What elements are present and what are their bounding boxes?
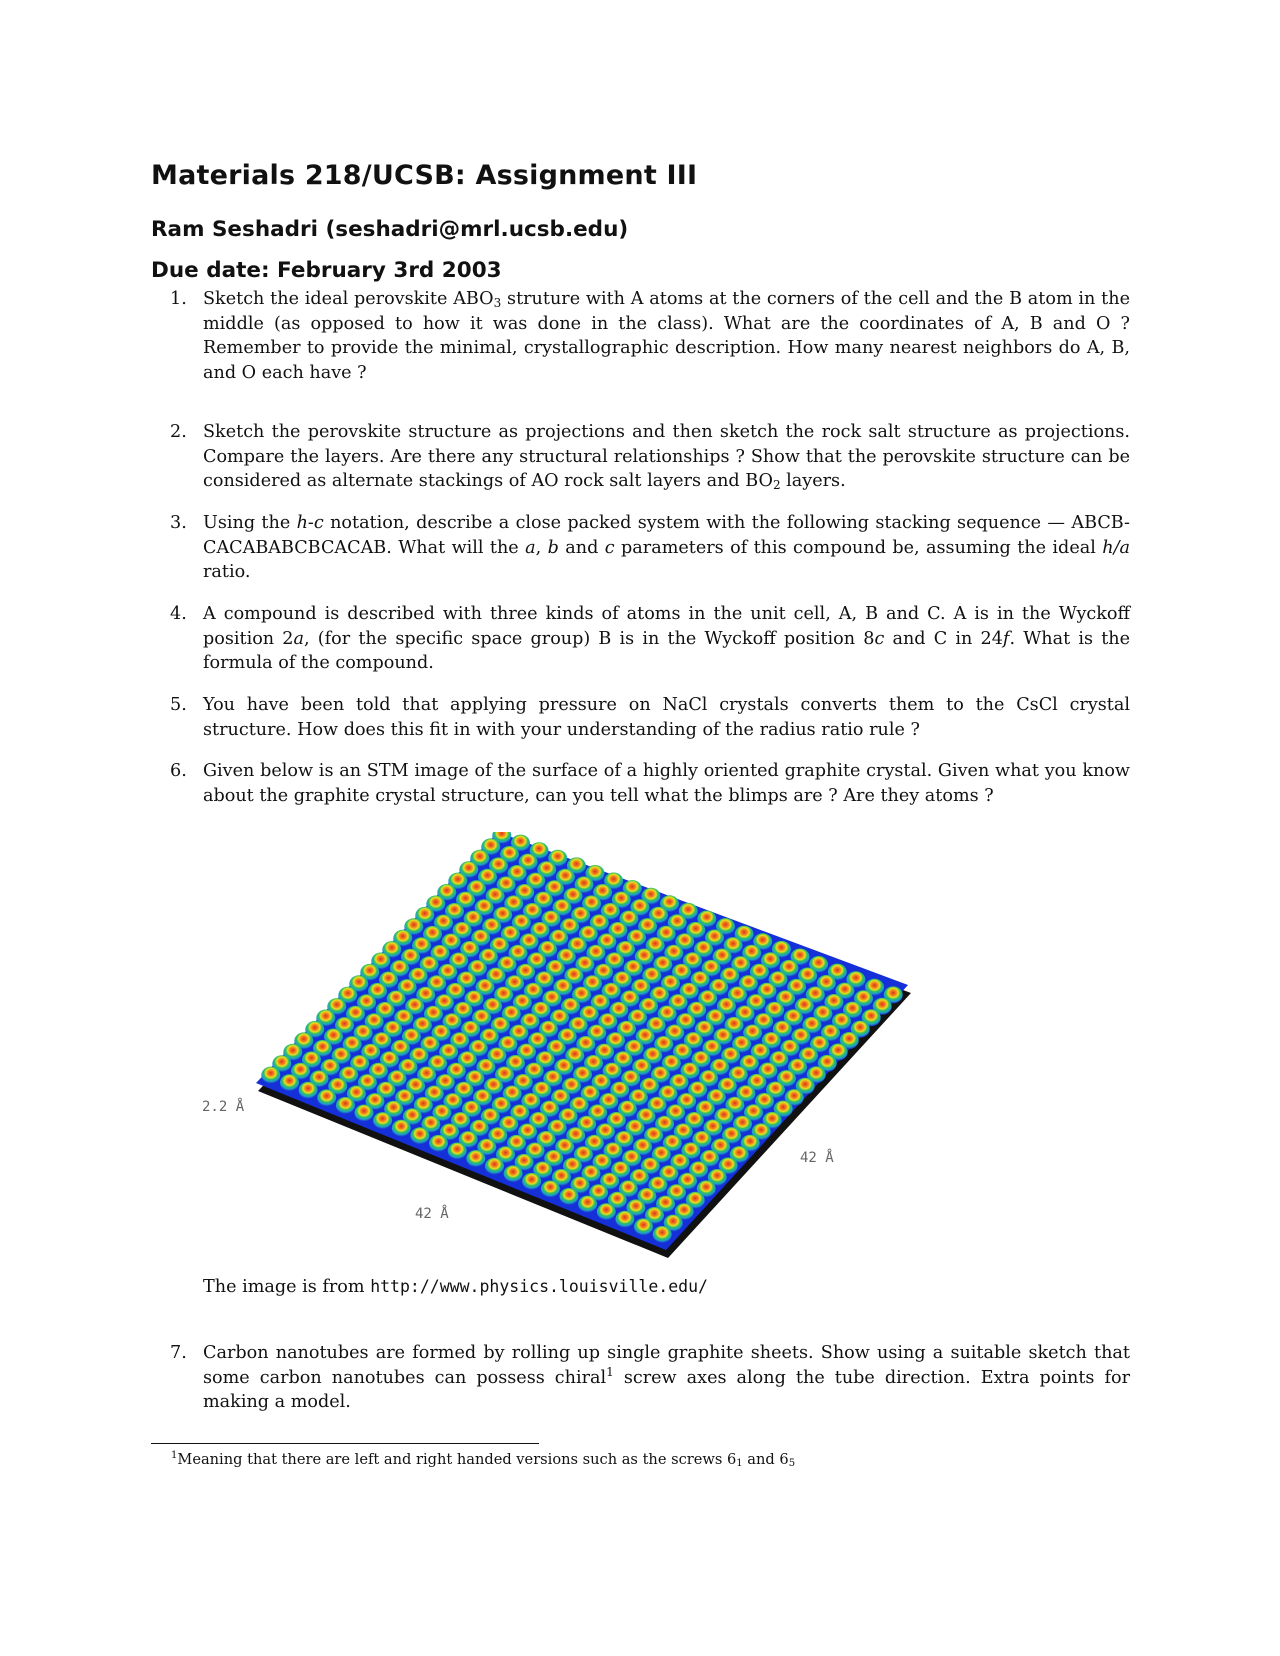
stm-blimp [373, 1112, 392, 1129]
stm-blimp [541, 1181, 560, 1198]
question-number: 3. [170, 513, 187, 533]
question-text: Given below is an STM image of the surface of a highly oriented graphite crystal. Given what you know about the graphite crystal structure, can you tell what the blimps are ? Are they atoms ? [203, 761, 1130, 806]
stm-blimp [597, 1203, 616, 1220]
document-title: Materials 218/UCSB: Assignment III [151, 160, 698, 191]
stm-blimp [280, 1074, 299, 1091]
question-3 [170, 511, 1130, 585]
stm-blimp [522, 1173, 541, 1190]
question-6 [170, 759, 1130, 808]
question-text: A compound is described with three kinds of atoms in the unit cell, A, B and C. A is in the Wyckoff position 2a, (for the specific space group) B is in the Wyckoff position 8c and C in 24f. What is the formula of the compound. [203, 604, 1131, 674]
stm-blimp [261, 1067, 280, 1084]
y-extent-label: 42 Å [800, 1150, 834, 1166]
question-1 [170, 287, 1130, 385]
stm-blimp [466, 1150, 485, 1167]
question-number: 2. [170, 422, 187, 442]
stm-blimp [410, 1127, 429, 1144]
height-label: 2.2 Å [202, 1099, 245, 1115]
question-text: Using the h-c notation, describe a close packed system with the following stacking sequence — ABCB-CACABABCBCACAB. What will the a, b and c parameters of this compound be, assuming the ideal h/a ratio. [203, 513, 1130, 583]
question-text: Carbon nanotubes are formed by rolling up single graphite sheets. Show using a suitable sketch that some carbon nanotubes can possess chiral$^1$ screw axes along the tube direction. Extra points for making a model. [203, 1343, 1130, 1413]
question-number: 7. [170, 1343, 187, 1363]
question-7 [170, 1341, 1130, 1415]
stm-blimp [615, 1211, 634, 1228]
question-text: Sketch the perovskite structure as projections and then sketch the rock salt structure as projections. Compare the layers. Are there any structural relationships ? Show that the perovskite structure can be considered as alternate stackings of AO rock salt layers and $BO_2$ layers. [203, 422, 1130, 493]
question-5 [170, 693, 1130, 742]
question-number: 5. [170, 695, 187, 715]
stm-blimp [504, 1165, 523, 1182]
question-number: 6. [170, 761, 187, 781]
stm-blimps [261, 832, 902, 1243]
stm-blimp [299, 1082, 318, 1099]
question-4 [170, 602, 1130, 676]
stm-blimp [392, 1120, 411, 1137]
stm-blimp [560, 1188, 579, 1205]
question-2 [170, 420, 1130, 494]
footnote-rule [151, 1443, 539, 1444]
image-source: The image is from http://www.physics.louisville.edu/ [203, 1277, 708, 1297]
stm-blimp [448, 1143, 467, 1160]
question-text: Sketch the ideal perovskite $ABO_3$ struture with A atoms at the corners of the cell and the B atom in the middle (as opposed to how it was done in the class). What are the coordinates of A, B and O ? Remember to provide the minimal, crystallographic description. How many nearest neighbors do A, B, and O each have ? [203, 289, 1130, 383]
footnote-mark: 1 [171, 1450, 178, 1461]
question-number: 1. [170, 289, 187, 309]
question-text: You have been told that applying pressure on NaCl crystals converts them to the CsCl crystal structure. How does this fit in with your understanding of the radius ratio rule ? [203, 695, 1130, 740]
footnote: $^1$Meaning that there are left and right handed versions such as the screws $6_1$ and $6_5$ [171, 1450, 796, 1469]
stm-blimp [355, 1105, 374, 1122]
stm-image [190, 832, 920, 1272]
author-line: Ram Seshadri (seshadri@mrl.ucsb.edu) [151, 217, 629, 242]
stm-blimp [578, 1196, 597, 1213]
stm-blimp [485, 1158, 504, 1175]
stm-blimp [429, 1135, 448, 1152]
x-extent-label: 42 Å [415, 1206, 449, 1222]
stm-blimp [336, 1097, 355, 1114]
stm-blimp [634, 1218, 653, 1235]
stm-blimp [317, 1089, 336, 1106]
due-date: Due date: February 3rd 2003 [151, 258, 502, 283]
question-number: 4. [170, 604, 187, 624]
stm-blimp [653, 1226, 672, 1243]
source-link[interactable]: http://www.physics.louisville.edu/ [370, 1277, 708, 1296]
